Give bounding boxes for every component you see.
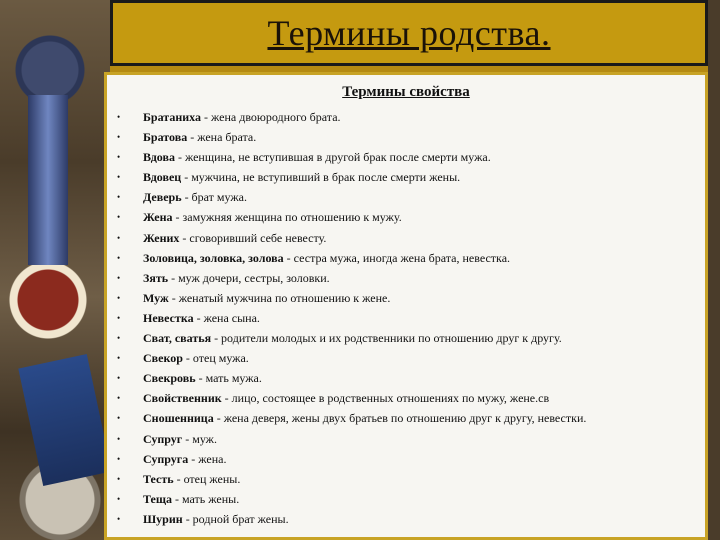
- term-definition: - мать мужа.: [195, 371, 262, 386]
- term-name: Супруг: [143, 431, 183, 446]
- bullet-icon: •: [117, 132, 121, 143]
- term-item: [107, 207, 705, 227]
- term-item: [107, 388, 705, 408]
- term-item: [107, 408, 705, 428]
- term-name: Братаниха: [143, 110, 202, 124]
- term-name: Вдовец: [143, 170, 182, 185]
- term-item: [107, 288, 705, 308]
- medal-ribbon: [28, 95, 68, 265]
- term-name: Жених: [143, 230, 180, 245]
- term-name: Свекор: [143, 351, 183, 366]
- term-name: Шурин: [143, 511, 183, 526]
- term-definition: - жена двоюродного брата.: [201, 110, 341, 124]
- term-name: Невестка: [143, 310, 194, 325]
- term-name: Жена: [143, 210, 173, 225]
- title-bar: [110, 0, 708, 66]
- term-item: [107, 368, 705, 388]
- term-name: Муж: [143, 290, 169, 305]
- term-definition: - мать жены.: [172, 491, 240, 506]
- slide-title: Термины родства.: [267, 13, 551, 53]
- term-item: [107, 147, 705, 167]
- term-name: Свекровь: [143, 371, 196, 386]
- bullet-icon: •: [117, 112, 121, 122]
- bullet-icon: •: [117, 453, 121, 464]
- bullet-icon: •: [117, 333, 121, 344]
- bullet-icon: •: [117, 393, 121, 404]
- section-subtitle: Термины свойства: [342, 84, 470, 100]
- term-definition: - сговоривший себе невесту.: [179, 230, 327, 245]
- term-item: [107, 107, 705, 127]
- terms-list: [107, 107, 705, 529]
- bullet-icon: •: [117, 353, 121, 364]
- term-definition: - жена деверя, жены двух братьев по отношению друг к другу, невестки.: [213, 411, 587, 426]
- term-name: Деверь: [143, 190, 182, 205]
- term-item: [107, 248, 705, 268]
- term-item: [107, 489, 705, 509]
- term-definition: - женщина, не вступившая в другой брак после смерти мужа.: [174, 150, 491, 165]
- term-item: [107, 328, 705, 348]
- term-definition: - жена.: [188, 451, 227, 466]
- term-item: [107, 308, 705, 328]
- term-name: Братова: [143, 130, 188, 145]
- term-definition: - мужчина, не вступивший в брак после смерти жены.: [181, 170, 461, 185]
- term-name: Тесть: [143, 471, 174, 486]
- bullet-icon: •: [117, 232, 121, 243]
- term-definition: - замужняя женщина по отношению к мужу.: [172, 210, 402, 225]
- bullet-icon: •: [117, 292, 121, 303]
- term-item: [107, 509, 705, 529]
- bullet-icon: •: [117, 513, 121, 524]
- term-definition: - отец мужа.: [182, 351, 249, 366]
- term-definition: - сестра мужа, иногда жена брата, невестка.: [283, 250, 511, 265]
- bullet-icon: •: [117, 192, 121, 203]
- bullet-icon: •: [117, 252, 121, 263]
- term-name: Теща: [143, 491, 173, 506]
- content-panel: [104, 72, 708, 540]
- bullet-icon: •: [117, 172, 121, 183]
- bullet-icon: •: [117, 493, 121, 504]
- term-name: Сват, сватья: [143, 331, 212, 346]
- term-name: Свойственник: [143, 391, 222, 406]
- term-definition: - родители молодых и их родственники по отношению друг к другу.: [211, 331, 562, 346]
- right-border: [708, 0, 720, 540]
- term-item: [107, 429, 705, 449]
- term-definition: - родной брат жены.: [182, 511, 289, 526]
- term-definition: - жена сына.: [193, 310, 260, 325]
- term-item: [107, 469, 705, 489]
- term-name: Сношенница: [143, 411, 214, 426]
- bullet-icon: •: [117, 373, 121, 384]
- bullet-icon: •: [117, 272, 121, 283]
- medals-photo: [0, 0, 110, 540]
- term-item: [107, 348, 705, 368]
- bullet-icon: •: [117, 473, 121, 484]
- bullet-icon: •: [117, 212, 121, 223]
- term-definition: - женатый мужчина по отношению к жене.: [168, 290, 391, 305]
- watch-strap: [18, 354, 111, 486]
- term-item: [107, 167, 705, 187]
- term-definition: - жена брата.: [187, 130, 257, 145]
- term-item: [107, 127, 705, 147]
- term-definition: - брат мужа.: [181, 190, 247, 205]
- term-name: Вдова: [143, 150, 175, 165]
- bullet-icon: •: [117, 312, 121, 323]
- term-name: Супруга: [143, 451, 189, 466]
- term-definition: - муж дочери, сестры, золовки.: [168, 270, 330, 285]
- term-definition: - лицо, состоящее в родственных отношениях по мужу, жене.св: [221, 391, 550, 406]
- term-item: [107, 228, 705, 248]
- term-definition: - отец жены.: [173, 471, 241, 486]
- bullet-icon: •: [117, 413, 121, 424]
- term-definition: - муж.: [182, 431, 217, 446]
- bullet-icon: •: [117, 433, 121, 444]
- bullet-icon: •: [117, 152, 121, 163]
- term-name: Зять: [143, 270, 169, 285]
- term-name: Золовица, золовка, золова: [143, 250, 284, 265]
- term-item: [107, 187, 705, 207]
- term-item: [107, 449, 705, 469]
- term-item: [107, 268, 705, 288]
